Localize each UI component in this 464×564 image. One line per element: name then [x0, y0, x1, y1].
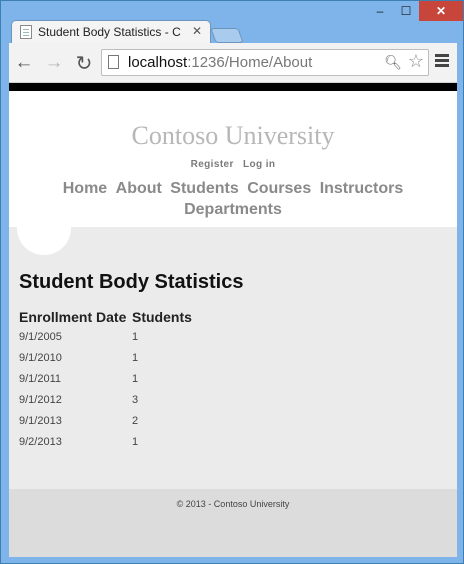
browser-toolbar: [9, 43, 457, 83]
enrollment-date-cell: 9/1/2011: [19, 372, 62, 385]
main-menu: [9, 178, 457, 220]
top-bar: [9, 83, 457, 91]
table-row: [19, 431, 192, 452]
menu-item-students[interactable]: Students: [170, 180, 239, 197]
search-icon[interactable]: 🔍︎: [384, 54, 402, 70]
login-links: [9, 159, 457, 170]
bookmark-star-icon[interactable]: ☆: [407, 51, 424, 71]
students-count-cell: 3: [132, 393, 139, 406]
table-row: [19, 389, 192, 410]
students-count-cell: 1: [132, 351, 139, 364]
table-row: [19, 368, 192, 389]
url-path: :1236/Home/About: [187, 54, 313, 71]
table-row: [19, 326, 192, 347]
enrollment-date-cell: 9/1/2010: [19, 351, 62, 364]
site-footer: [9, 489, 457, 557]
title-bar: [1, 1, 463, 43]
students-count-cell: 1: [132, 372, 139, 385]
close-button[interactable]: ✕: [419, 1, 463, 21]
site-title[interactable]: Contoso University: [131, 121, 335, 150]
page-icon: [108, 55, 119, 69]
web-page: [9, 83, 457, 557]
enrollment-date-cell: 9/1/2012: [19, 393, 62, 406]
enrollment-date-cell: 9/1/2005: [19, 330, 62, 343]
enrollment-date-cell: 9/2/2013: [19, 435, 62, 448]
menu-item-about[interactable]: About: [115, 180, 162, 197]
back-arrow-icon[interactable]: ←: [14, 52, 34, 73]
table-row: [19, 347, 192, 368]
minimize-button[interactable]: –: [376, 4, 384, 18]
menu-item-instructors[interactable]: Instructors: [319, 180, 404, 197]
students-count-cell: 1: [132, 330, 139, 343]
new-tab-button[interactable]: [210, 28, 243, 43]
menu-icon[interactable]: [433, 52, 451, 72]
students-count-cell: 1: [132, 435, 139, 448]
tab-close-icon[interactable]: ✕: [191, 24, 202, 38]
enrollment-date-cell: 9/1/2013: [19, 414, 62, 427]
table-header-row: [19, 308, 192, 326]
browser-tab[interactable]: [11, 20, 211, 44]
menu-item-home[interactable]: Home: [62, 180, 108, 197]
menu-item-courses[interactable]: Courses: [247, 180, 312, 197]
column-header-students: Students: [132, 309, 192, 325]
menu-item-departments[interactable]: Departments: [184, 201, 282, 218]
url-text[interactable]: [128, 54, 312, 71]
footer-text: © 2013 - Contoso University: [176, 499, 290, 509]
register-link[interactable]: Register: [190, 159, 234, 170]
log-in-link[interactable]: Log in: [243, 159, 276, 170]
reload-icon[interactable]: ↻: [75, 52, 93, 75]
table-row: [19, 410, 192, 431]
page-icon: [20, 25, 32, 39]
students-count-cell: 2: [132, 414, 139, 427]
tab-title: Student Body Statistics - C: [38, 25, 181, 39]
page-title: Student Body Statistics: [19, 271, 244, 293]
forward-arrow-icon[interactable]: →: [44, 52, 64, 73]
statistics-table: [19, 308, 192, 452]
column-header-enrollment-date: Enrollment Date: [19, 309, 127, 325]
address-bar[interactable]: [101, 49, 429, 76]
url-host: localhost: [128, 54, 188, 71]
site-header: [9, 91, 457, 227]
main-content: [9, 227, 457, 452]
maximize-button[interactable]: ☐: [400, 4, 412, 18]
